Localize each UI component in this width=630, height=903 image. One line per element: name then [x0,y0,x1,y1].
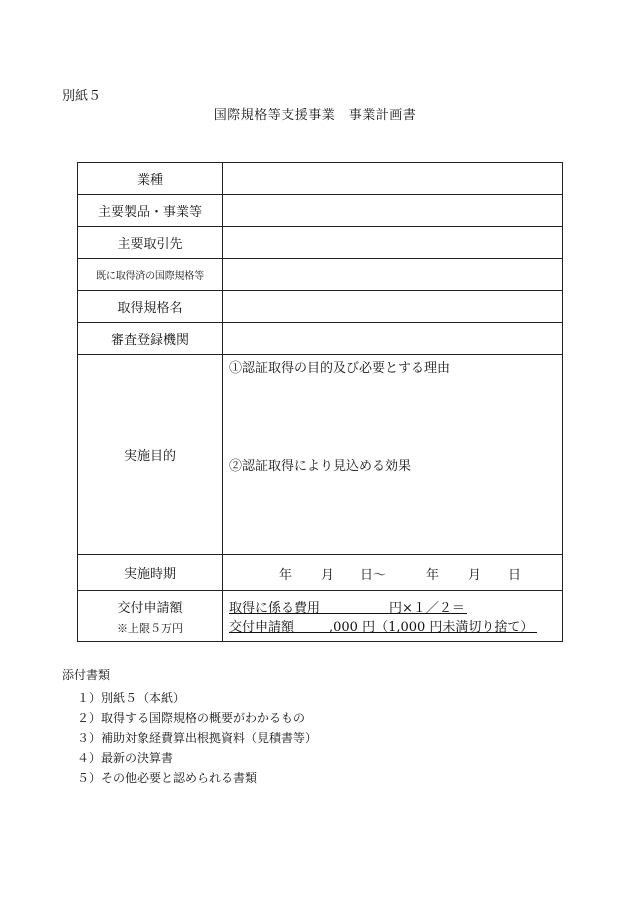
row-label-period: 実施時期 [78,555,223,591]
request-label: 交付申請額 [229,620,295,635]
amount-field[interactable] [223,591,563,642]
main-clients-field[interactable] [223,227,563,259]
end-day-label: 日 [508,568,522,583]
cost-label: 取得に係る費用 [229,601,321,616]
request-amount-text: ,000 円（1,000 円未満切り捨て） [329,620,534,635]
cost-formula: 円×１／２＝ [389,601,465,616]
attachments-list [77,688,317,788]
standard-name-field[interactable] [223,291,563,323]
table-row [78,163,563,195]
start-year-label: 年 [279,568,293,583]
main-products-field[interactable] [223,195,563,227]
amount-label: 交付申請額 [117,600,183,616]
row-label-purpose: 実施目的 [78,355,223,555]
table-row [78,555,563,591]
row-label-standard-name: 取得規格名 [78,291,223,323]
table-row [78,355,563,555]
end-year-label: 年 [426,568,440,583]
table-row [78,195,563,227]
purpose-effect-prompt: ②認証取得により見込める効果 [229,459,412,474]
document-title: 国際規格等支援事業 事業計画書 [213,108,417,123]
attachments-title: 添付書類 [62,668,111,682]
start-month-label: 月 [321,568,335,583]
industry-field[interactable] [223,163,563,195]
table-row [78,259,563,291]
list-item: ５）その他必要と認められる書類 [77,771,258,785]
attachment-number-label: 別紙５ [62,89,102,104]
amount-limit-note: ※上限５万円 [117,621,183,635]
row-label-amount [78,591,223,642]
row-label-acquired-standards: 既に取得済の国際規格等 [78,259,223,291]
row-label-main-clients: 主要取引先 [78,227,223,259]
list-item: １）別紙５（本紙） [77,691,186,705]
table-row [78,291,563,323]
table-row [78,323,563,355]
row-label-registrar: 審査登録機関 [78,323,223,355]
list-item: ３）補助対象経費算出根拠資料（見積書等） [77,731,318,745]
start-day-label: 日～ [360,568,387,583]
row-label-main-products: 主要製品・事業等 [78,195,223,227]
business-plan-table [77,162,563,642]
list-item: ２）取得する国際規格の概要がわかるもの [77,711,306,725]
purpose-reason-prompt: ①認証取得の目的及び必要とする理由 [229,361,451,376]
acquired-standards-field[interactable] [223,259,563,291]
table-row [78,227,563,259]
registrar-field[interactable] [223,323,563,355]
list-item: ４）最新の決算書 [77,751,174,765]
period-field[interactable] [223,555,563,591]
table-row [78,591,563,642]
purpose-field[interactable] [223,355,563,555]
row-label-industry: 業種 [78,163,223,195]
end-month-label: 月 [468,568,482,583]
